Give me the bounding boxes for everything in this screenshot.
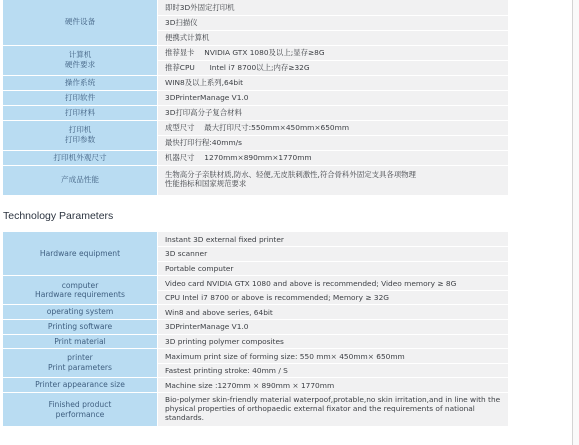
row-value: 3D printing polymer composites [158,334,509,349]
table-row [3,45,508,60]
table-row [3,305,508,320]
table-row [3,120,508,135]
row-label: 打印软件 [3,90,158,105]
row-value: Fastest printing stroke: 40mm / S [158,363,509,378]
row-value: 便携式计算机 [158,30,509,45]
en-parameter-table [3,232,508,427]
row-label: Finished product performance [3,393,158,427]
row-label: 产成品性能 [3,165,158,195]
page-scrollbar[interactable] [572,0,579,445]
row-label: Printer appearance size [3,378,158,393]
row-value: Maximum print size of forming size: 550 mm× 450mm× 650mm [158,349,509,364]
row-label: computer Hardware requirements [3,276,158,305]
row-value: 最快打印行程:40mm/s [158,135,509,150]
row-value: CPU Intel i7 8700 or above is recommended; Memory ≥ 32G [158,290,509,305]
section-heading: Technology Parameters [3,210,114,222]
table-row [3,232,508,247]
cn-table-body [3,0,508,195]
row-value: Win8 and above series, 64bit [158,305,509,320]
table-row [3,150,508,165]
row-label: printer Print parameters [3,349,158,378]
table-row [3,393,508,427]
row-label: Printing software [3,320,158,335]
row-label: 计算机 硬件要求 [3,45,158,75]
table-row [3,378,508,393]
row-label: 操作系统 [3,75,158,90]
table-row [3,349,508,364]
row-value: 即时3D外固定打印机 [158,0,509,15]
row-value: 机器尺寸 1270mm×890mm×1770mm [158,150,509,165]
row-label: 打印机 打印参数 [3,120,158,150]
row-value: 推荐显卡 NVIDIA GTX 1080及以上;显存≥8G [158,45,509,60]
row-value: 3DPrinterManage V1.0 [158,90,509,105]
row-value: 3DPrinterManage V1.0 [158,320,509,335]
row-value: 推荐CPU Intel i7 8700以上;内存≥32G [158,60,509,75]
table-row [3,334,508,349]
row-value: 生物高分子亲肤材质,防水、轻便,无皮肤刺激性,符合骨科外固定支具各项物理 性能指标和国家规范要求 [158,165,509,195]
row-value: WIN8及以上系列,64bit [158,75,509,90]
row-value: Video card NVIDIA GTX 1080 and above is recommended; Video memory ≥ 8G [158,276,509,291]
row-label: 打印材料 [3,105,158,120]
row-value: Instant 3D external fixed printer [158,232,509,247]
table-row [3,276,508,291]
row-label: 打印机外观尺寸 [3,150,158,165]
row-label: operating system [3,305,158,320]
table-row [3,75,508,90]
row-value: 成型尺寸 最大打印尺寸:550mm×450mm×650mm [158,120,509,135]
table-row [3,0,508,15]
row-value: Bio-polymer skin-friendly material waterpoof,protable,no skin irritation,and in line with the physical properties of orthopaedic external fixator and the requirements of national standards. [158,393,509,427]
row-value: 3D打印高分子复合材料 [158,105,509,120]
row-value: Portable computer [158,261,509,276]
table-row [3,320,508,335]
table-row [3,165,508,195]
row-label: 硬件设备 [3,0,158,45]
row-value: 3D扫描仪 [158,15,509,30]
en-table-body [3,232,508,427]
row-value: Machine size :1270mm × 890mm × 1770mm [158,378,509,393]
table-row [3,90,508,105]
row-label: Print material [3,334,158,349]
row-value: 3D scanner [158,247,509,262]
cn-parameter-table [3,0,508,196]
row-label: Hardware equipment [3,232,158,276]
table-row [3,105,508,120]
